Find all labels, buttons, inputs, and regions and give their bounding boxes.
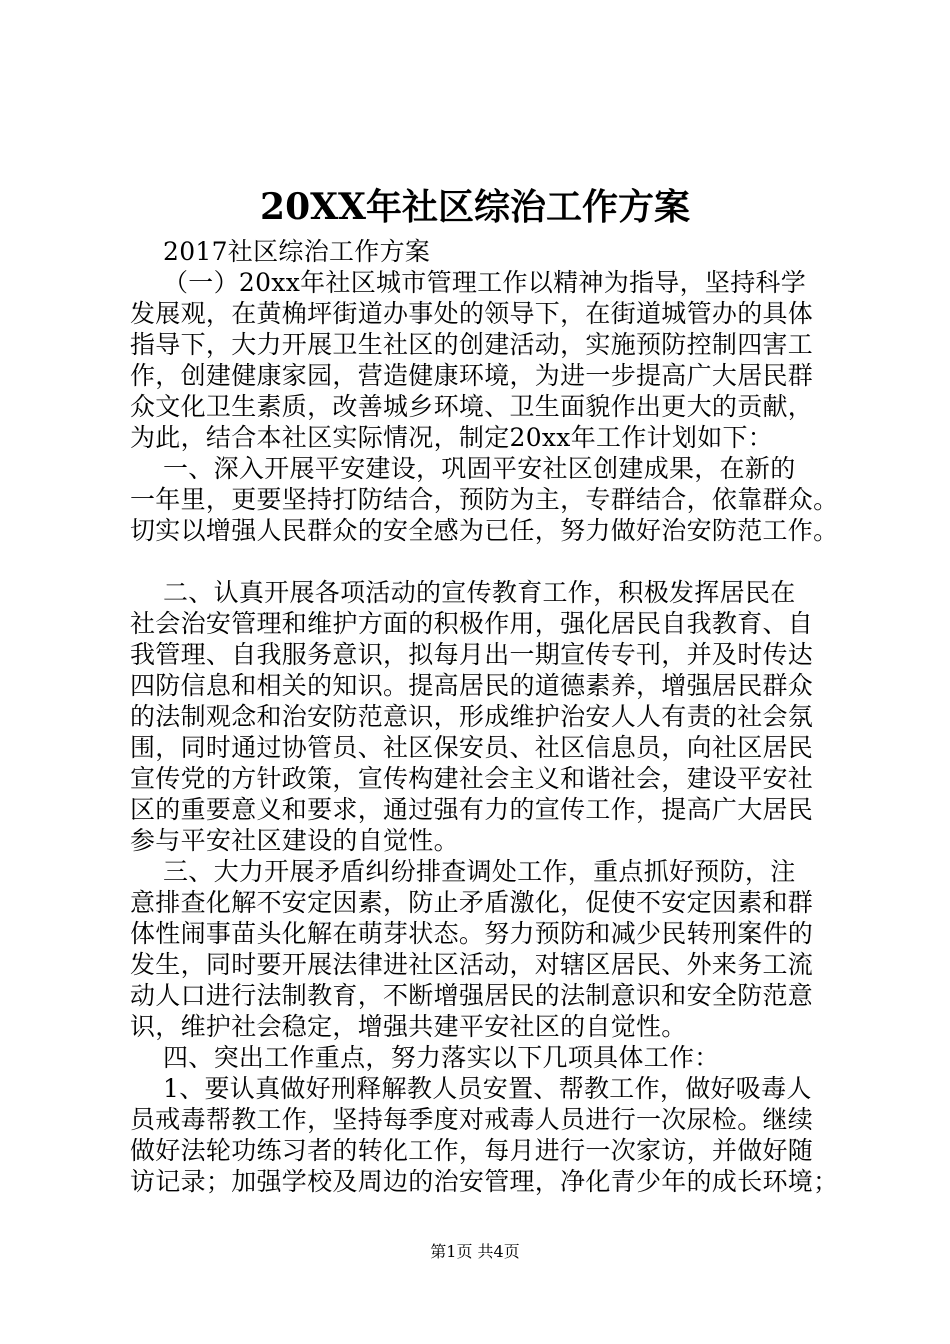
text-line: 意排查化解不安定因素，防止矛盾激化，促使不安定因素和群 (130, 888, 814, 917)
text-line: 围，同时通过协管员、社区保安员、社区信息员，向社区居民 (130, 733, 814, 762)
text-line: （一）20xx年社区城市管理工作以精神为指导，坚持科学 (130, 268, 807, 297)
text-line: 体性闹事苗头化解在萌芽状态。努力预防和减少民转刑案件的 (130, 919, 814, 948)
text-line: 我管理、自我服务意识，拟每月出一期宣传专刊，并及时传达 (130, 640, 814, 669)
text-line: 员戒毒帮教工作，坚持每季度对戒毒人员进行一次尿检。继续 (130, 1105, 814, 1134)
text-line: 区的重要意义和要求，通过强有力的宣传工作，提高广大居民 (130, 795, 814, 824)
text-line: 的法制观念和治安防范意识，形成维护治安人人有责的社会氛 (130, 702, 814, 731)
text-line: 识，维护社会稳定，增强共建平安社区的自觉性。 (130, 1012, 687, 1041)
page-footer: 第1页 共4页 (430, 1242, 520, 1261)
text-line: 一、深入开展平安建设，巩固平安社区创建成果，在新的 (130, 454, 796, 483)
text-line: 指导下，大力开展卫生社区的创建活动，实施预防控制四害工 (130, 330, 814, 359)
text-line: 访记录；加强学校及周边的治安管理，净化青少年的成长环境； (130, 1167, 839, 1196)
text-line: 二、认真开展各项活动的宣传教育工作，积极发挥居民在 (130, 578, 796, 607)
text-line: 社会治安管理和维护方面的积极作用，强化居民自我教育、自 (130, 609, 814, 638)
text-line: 四防信息和相关的知识。提高居民的道德素养，增强居民群众 (130, 671, 814, 700)
text-line: 参与平安社区建设的自觉性。 (130, 826, 459, 855)
text-line: 四、突出工作重点，努力落实以下几项具体工作： (130, 1043, 720, 1072)
text-line: 2017社区综治工作方案 (130, 237, 431, 266)
text-line: 一年里，更要坚持打防结合，预防为主，专群结合，依靠群众。 (130, 485, 839, 514)
text-line: 1、要认真做好刑释解教人员安置、帮教工作，做好吸毒人 (130, 1074, 812, 1103)
text-line: 为此，结合本社区实际情况，制定20xx年工作计划如下： (130, 423, 774, 452)
text-line: 切实以增强人民群众的安全感为已任，努力做好治安防范工作。 (130, 516, 839, 545)
text-line: 发展观，在黄桷坪街道办事处的领导下，在街道城管办的具体 (130, 299, 814, 328)
text-line: 作，创建健康家园，营造健康环境，为进一步提高广大居民群 (130, 361, 814, 390)
text-line: 三、大力开展矛盾纠纷排查调处工作，重点抓好预防，注 (130, 857, 796, 886)
text-line: 做好法轮功练习者的转化工作，每月进行一次家访，并做好随 (130, 1136, 814, 1165)
blank-line (130, 546, 830, 577)
document-body (130, 236, 839, 1197)
document-title: 20XX年社区综治工作方案 (260, 186, 690, 228)
text-line: 宣传党的方针政策，宣传构建社会主义和谐社会，建设平安社 (130, 764, 814, 793)
text-line: 众文化卫生素质，改善城乡环境、卫生面貌作出更大的贡献， (130, 392, 814, 421)
text-line: 动人口进行法制教育，不断增强居民的法制意识和安全防范意 (130, 981, 814, 1010)
text-line: 发生，同时要开展法律进社区活动，对辖区居民、外来务工流 (130, 950, 814, 979)
